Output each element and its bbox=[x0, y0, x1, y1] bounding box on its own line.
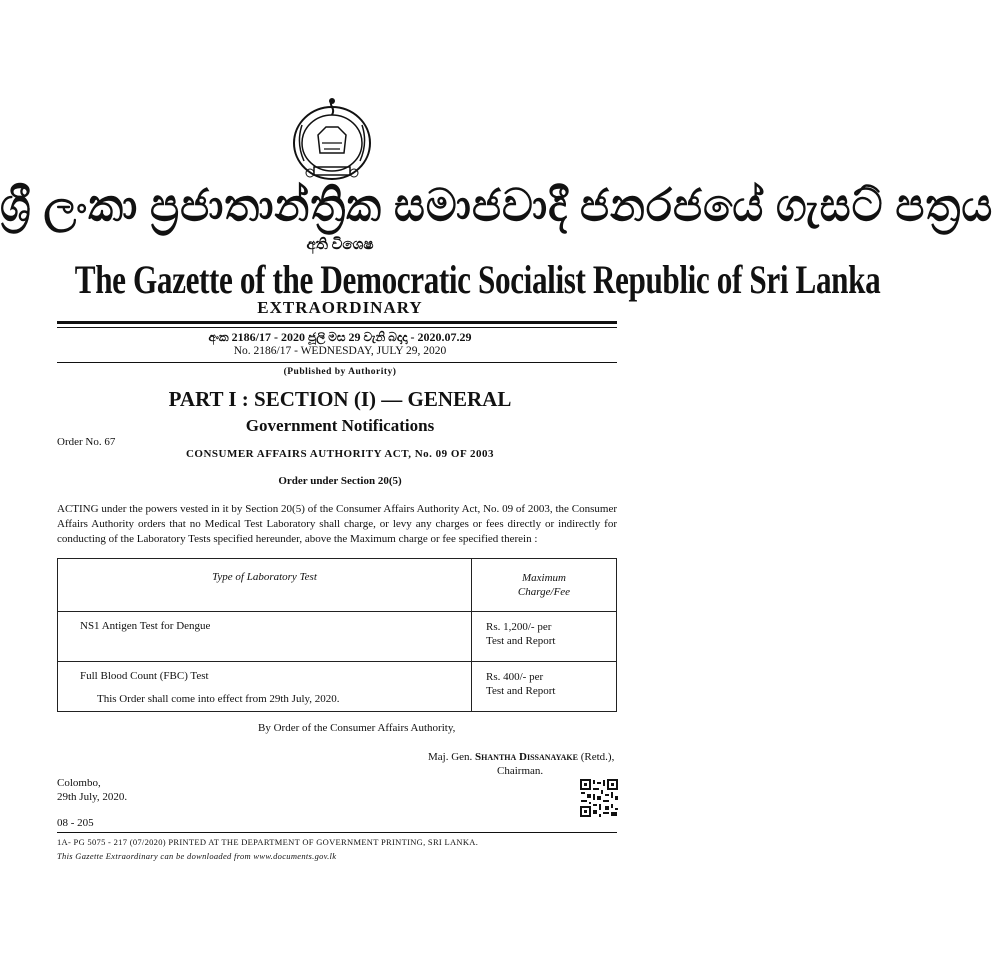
laboratory-test-table bbox=[57, 558, 617, 712]
gazette-code: 08 - 205 bbox=[57, 817, 94, 829]
signatory-prefix: Maj. Gen. bbox=[428, 751, 473, 763]
table-row bbox=[58, 612, 617, 662]
header-charge-line1: Maximum bbox=[522, 572, 566, 584]
masthead-rule-thin bbox=[57, 327, 617, 328]
effective-date-statement: This Order shall come into effect from 29th July, 2020. bbox=[97, 693, 340, 705]
order-number: Order No. 67 bbox=[57, 436, 116, 448]
order-body-paragraph: ACTING under the powers vested in it by Section 20(5) of the Consumer Affairs Authority Act, No. 09 of 2003, the Consumer Affairs Authority orders that no Medical Test Laboratory shall charge, or levy any charges or fees directly or indirectly for conducting of the Laboratory Tests specified hereunder, above the Maximum charge or fee specified therein : bbox=[57, 503, 617, 545]
charge-cell bbox=[472, 662, 617, 712]
order-under-section: Order under Section 20(5) bbox=[278, 475, 402, 487]
masthead-rule-thick bbox=[57, 321, 617, 324]
sinhala-extraordinary-label: අති විශෙෂ bbox=[306, 237, 374, 253]
signatory bbox=[428, 751, 614, 763]
table-header-row bbox=[58, 559, 617, 612]
qr-code-icon bbox=[579, 778, 619, 818]
issue-line-sinhala: අංක 2186/17 - 2020 ජූලි මස 29 වැනි බදාදා - 2020.07.29 bbox=[208, 330, 472, 344]
sinhala-gazette-title: ශ්‍රී ලංකා ප්‍රජාතාන්ත්‍රික සමාජවාදී ජනරජයේ ගැසට් පත්‍රය bbox=[0, 181, 993, 232]
header-charge-line2: Charge/Fee bbox=[517, 586, 571, 598]
charge-line1: Rs. 400/- per bbox=[486, 671, 544, 683]
signatory-title: Chairman. bbox=[497, 765, 544, 777]
act-title: CONSUMER AFFAIRS AUTHORITY ACT, No. 09 OF 2003 bbox=[185, 448, 495, 460]
charge-cell bbox=[472, 612, 617, 662]
english-gazette-title: The Gazette of the Democratic Socialist Republic of Sri Lanka bbox=[74, 257, 881, 302]
by-order-statement: By Order of the Consumer Affairs Authority, bbox=[258, 722, 456, 734]
sri-lanka-emblem-icon bbox=[282, 95, 382, 185]
charge-line1: Rs. 1,200/- per bbox=[486, 621, 552, 633]
issue-line-english: No. 2186/17 - WEDNESDAY, JULY 29, 2020 bbox=[233, 345, 447, 357]
signatory-suffix: (Retd.), bbox=[580, 751, 615, 763]
printer-line: 1A- PG 5075 - 217 (07/2020) PRINTED AT THE DEPARTMENT OF GOVERNMENT PRINTING, SRI LANKA. bbox=[57, 837, 479, 847]
test-name-cell: NS1 Antigen Test for Dengue bbox=[58, 612, 472, 662]
published-by-authority: (Published by Authority) bbox=[283, 367, 397, 377]
header-max-charge bbox=[472, 559, 617, 612]
download-line: This Gazette Extraordinary can be downloaded from www.documents.gov.lk bbox=[57, 851, 337, 861]
extraordinary-label: EXTRAORDINARY bbox=[257, 298, 423, 317]
issue-date: 29th July, 2020. bbox=[57, 791, 128, 803]
issue-rule bbox=[57, 362, 617, 363]
section-heading: Government Notifications bbox=[245, 416, 435, 435]
issue-place: Colombo, bbox=[57, 777, 101, 789]
test-name-cell: Full Blood Count (FBC) Test bbox=[58, 662, 472, 712]
charge-line2: Test and Report bbox=[486, 685, 556, 697]
charge-line2: Test and Report bbox=[486, 635, 556, 647]
footer-rule bbox=[57, 832, 617, 833]
header-test-type: Type of Laboratory Test bbox=[58, 559, 472, 612]
part-heading: PART I : SECTION (I) — GENERAL bbox=[168, 387, 512, 411]
signatory-name: Shantha Dissanayake bbox=[475, 751, 578, 763]
